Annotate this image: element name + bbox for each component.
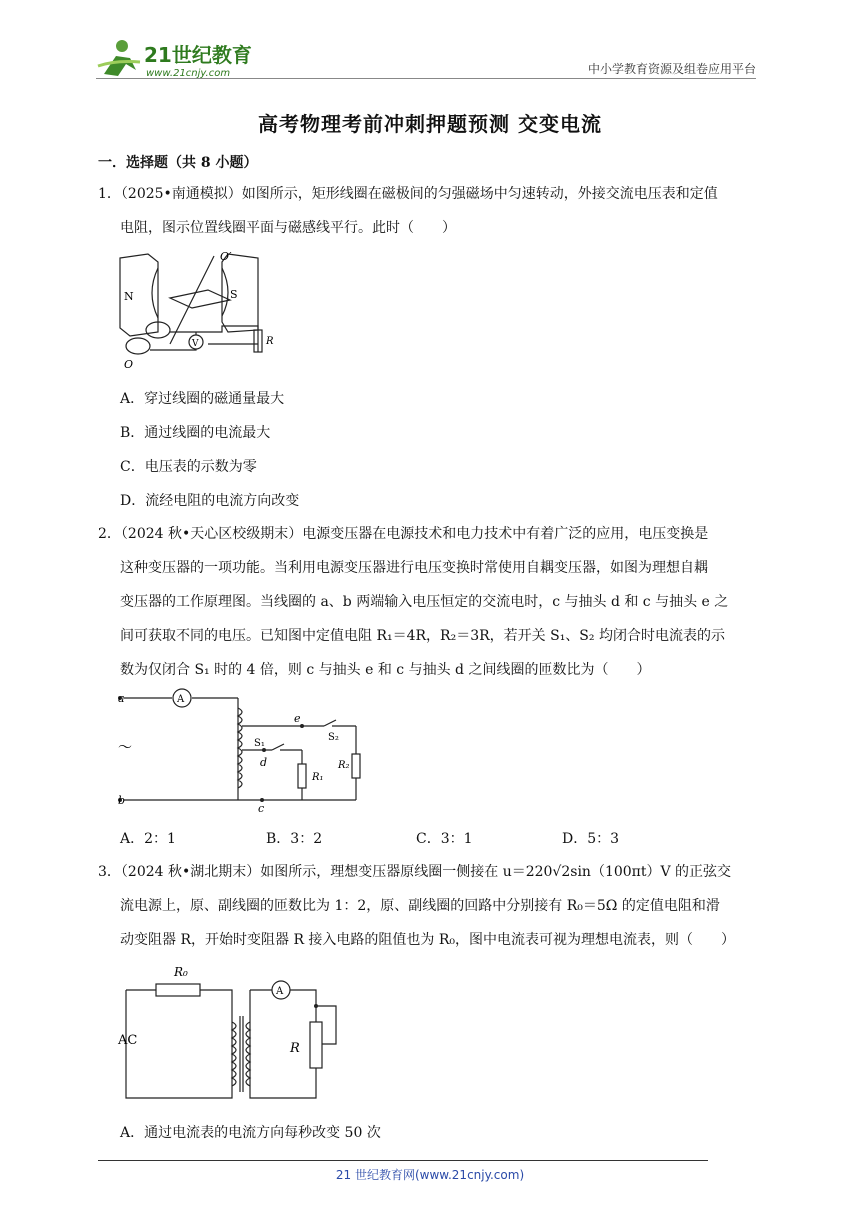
footer-divider: [98, 1160, 708, 1161]
svg-text:V: V: [192, 339, 199, 349]
svg-text:～: ～: [118, 740, 132, 756]
svg-text:www.21cnjy.com: www.21cnjy.com: [146, 68, 231, 79]
svg-text:N: N: [124, 290, 134, 303]
q2-option-b: B．3：2: [266, 831, 323, 847]
q1-stem-line1: 1．（2025•南通模拟）如图所示，矩形线圈在磁极间的匀强磁场中匀速转动，外接交流电压表和定值: [98, 186, 718, 202]
q1-option-a: A．穿过线圈的磁通量最大: [120, 391, 285, 407]
svg-text:R₂: R₂: [338, 760, 350, 771]
q2-stem-line3: 变压器的工作原理图。当线圈的 a、b 两端输入电压恒定的交流电时，c 与抽头 d 和 c 与抽头 e 之: [120, 594, 729, 610]
footer-text[interactable]: 21 世纪教育网(www.21cnjy.com): [335, 1168, 525, 1182]
svg-text:R: R: [266, 336, 274, 347]
svg-text:R₁: R₁: [312, 772, 324, 783]
svg-text:S₁: S₁: [254, 738, 265, 749]
header-platform-name: 中小学教育资源及组卷应用平台: [587, 62, 756, 76]
svg-text:O′: O′: [220, 250, 232, 263]
svg-text:21世纪教育: 21世纪教育: [144, 43, 252, 67]
svg-text:AC: AC: [118, 1033, 138, 1048]
q3-stem-line1: 3．（2024 秋•湖北期末）如图所示，理想变压器原线圈一侧接在 u＝220√2sin（100πt）V 的正弦交: [98, 864, 732, 880]
q1-figure-generator: [118, 248, 278, 372]
svg-text:A: A: [276, 986, 284, 997]
q1-option-c: C．电压表的示数为零: [120, 459, 257, 475]
q1-option-d: D．流经电阻的电流方向改变: [120, 493, 300, 509]
q2-option-c: C．3：1: [416, 831, 473, 847]
header-divider: [96, 78, 756, 79]
q1-option-b: B．通过线圈的电流最大: [120, 425, 271, 441]
svg-text:A: A: [177, 694, 185, 705]
q3-stem-line3: 动变阻器 R，开始时变阻器 R 接入电路的阻值也为 R₀，图中电流表可视为理想电流表，则（ ）: [120, 932, 736, 948]
page-title: 高考物理考前冲刺押题预测 交变电流: [258, 112, 602, 136]
q2-stem-line5: 数为仅闭合 S₁ 时的 4 倍，则 c 与抽头 e 和 c 与抽头 d 之间线圈的匝数比为（ ）: [120, 662, 651, 678]
svg-text:S: S: [230, 288, 238, 301]
q3-option-a: A．通过电流表的电流方向每秒改变 50 次: [120, 1125, 381, 1141]
q3-figure-transformer: [114, 960, 364, 1104]
svg-text:b: b: [118, 794, 126, 807]
q2-option-a: A．2：1: [120, 831, 176, 847]
q2-stem-line4: 间可获取不同的电压。已知图中定值电阻 R₁＝4R，R₂＝3R，若开关 S₁、S₂ 均闭合时电流表的示: [120, 628, 725, 644]
svg-text:O: O: [124, 358, 134, 371]
svg-text:d: d: [260, 756, 268, 769]
q2-stem-line1: 2．（2024 秋•天心区校级期末）电源变压器在电源技术和电力技术中有着广泛的应用，电压变换是: [98, 526, 709, 542]
section-heading: 一．选择题（共 8 小题）: [98, 155, 258, 171]
svg-text:e: e: [294, 712, 301, 725]
site-logo: [96, 36, 266, 82]
q2-stem-line2: 这种变压器的一项功能。当利用电源变压器进行电压变换时常使用自耦变压器，如图为理想自耦: [120, 560, 708, 576]
q2-option-d: D．5：3: [562, 831, 620, 847]
svg-text:S₂: S₂: [328, 732, 339, 743]
svg-text:c: c: [258, 802, 265, 815]
svg-text:R₀: R₀: [174, 965, 188, 979]
svg-text:R: R: [290, 1041, 300, 1056]
q2-figure-autotransformer: [116, 688, 366, 816]
svg-text:a: a: [118, 692, 125, 705]
q3-stem-line2: 流电源上，原、副线圈的匝数比为 1：2，原、副线圈的回路中分别接有 R₀＝5Ω 的定值电阻和滑: [120, 898, 720, 914]
q1-stem-line2: 电阻，图示位置线圈平面与磁感线平行。此时（ ）: [120, 220, 456, 236]
